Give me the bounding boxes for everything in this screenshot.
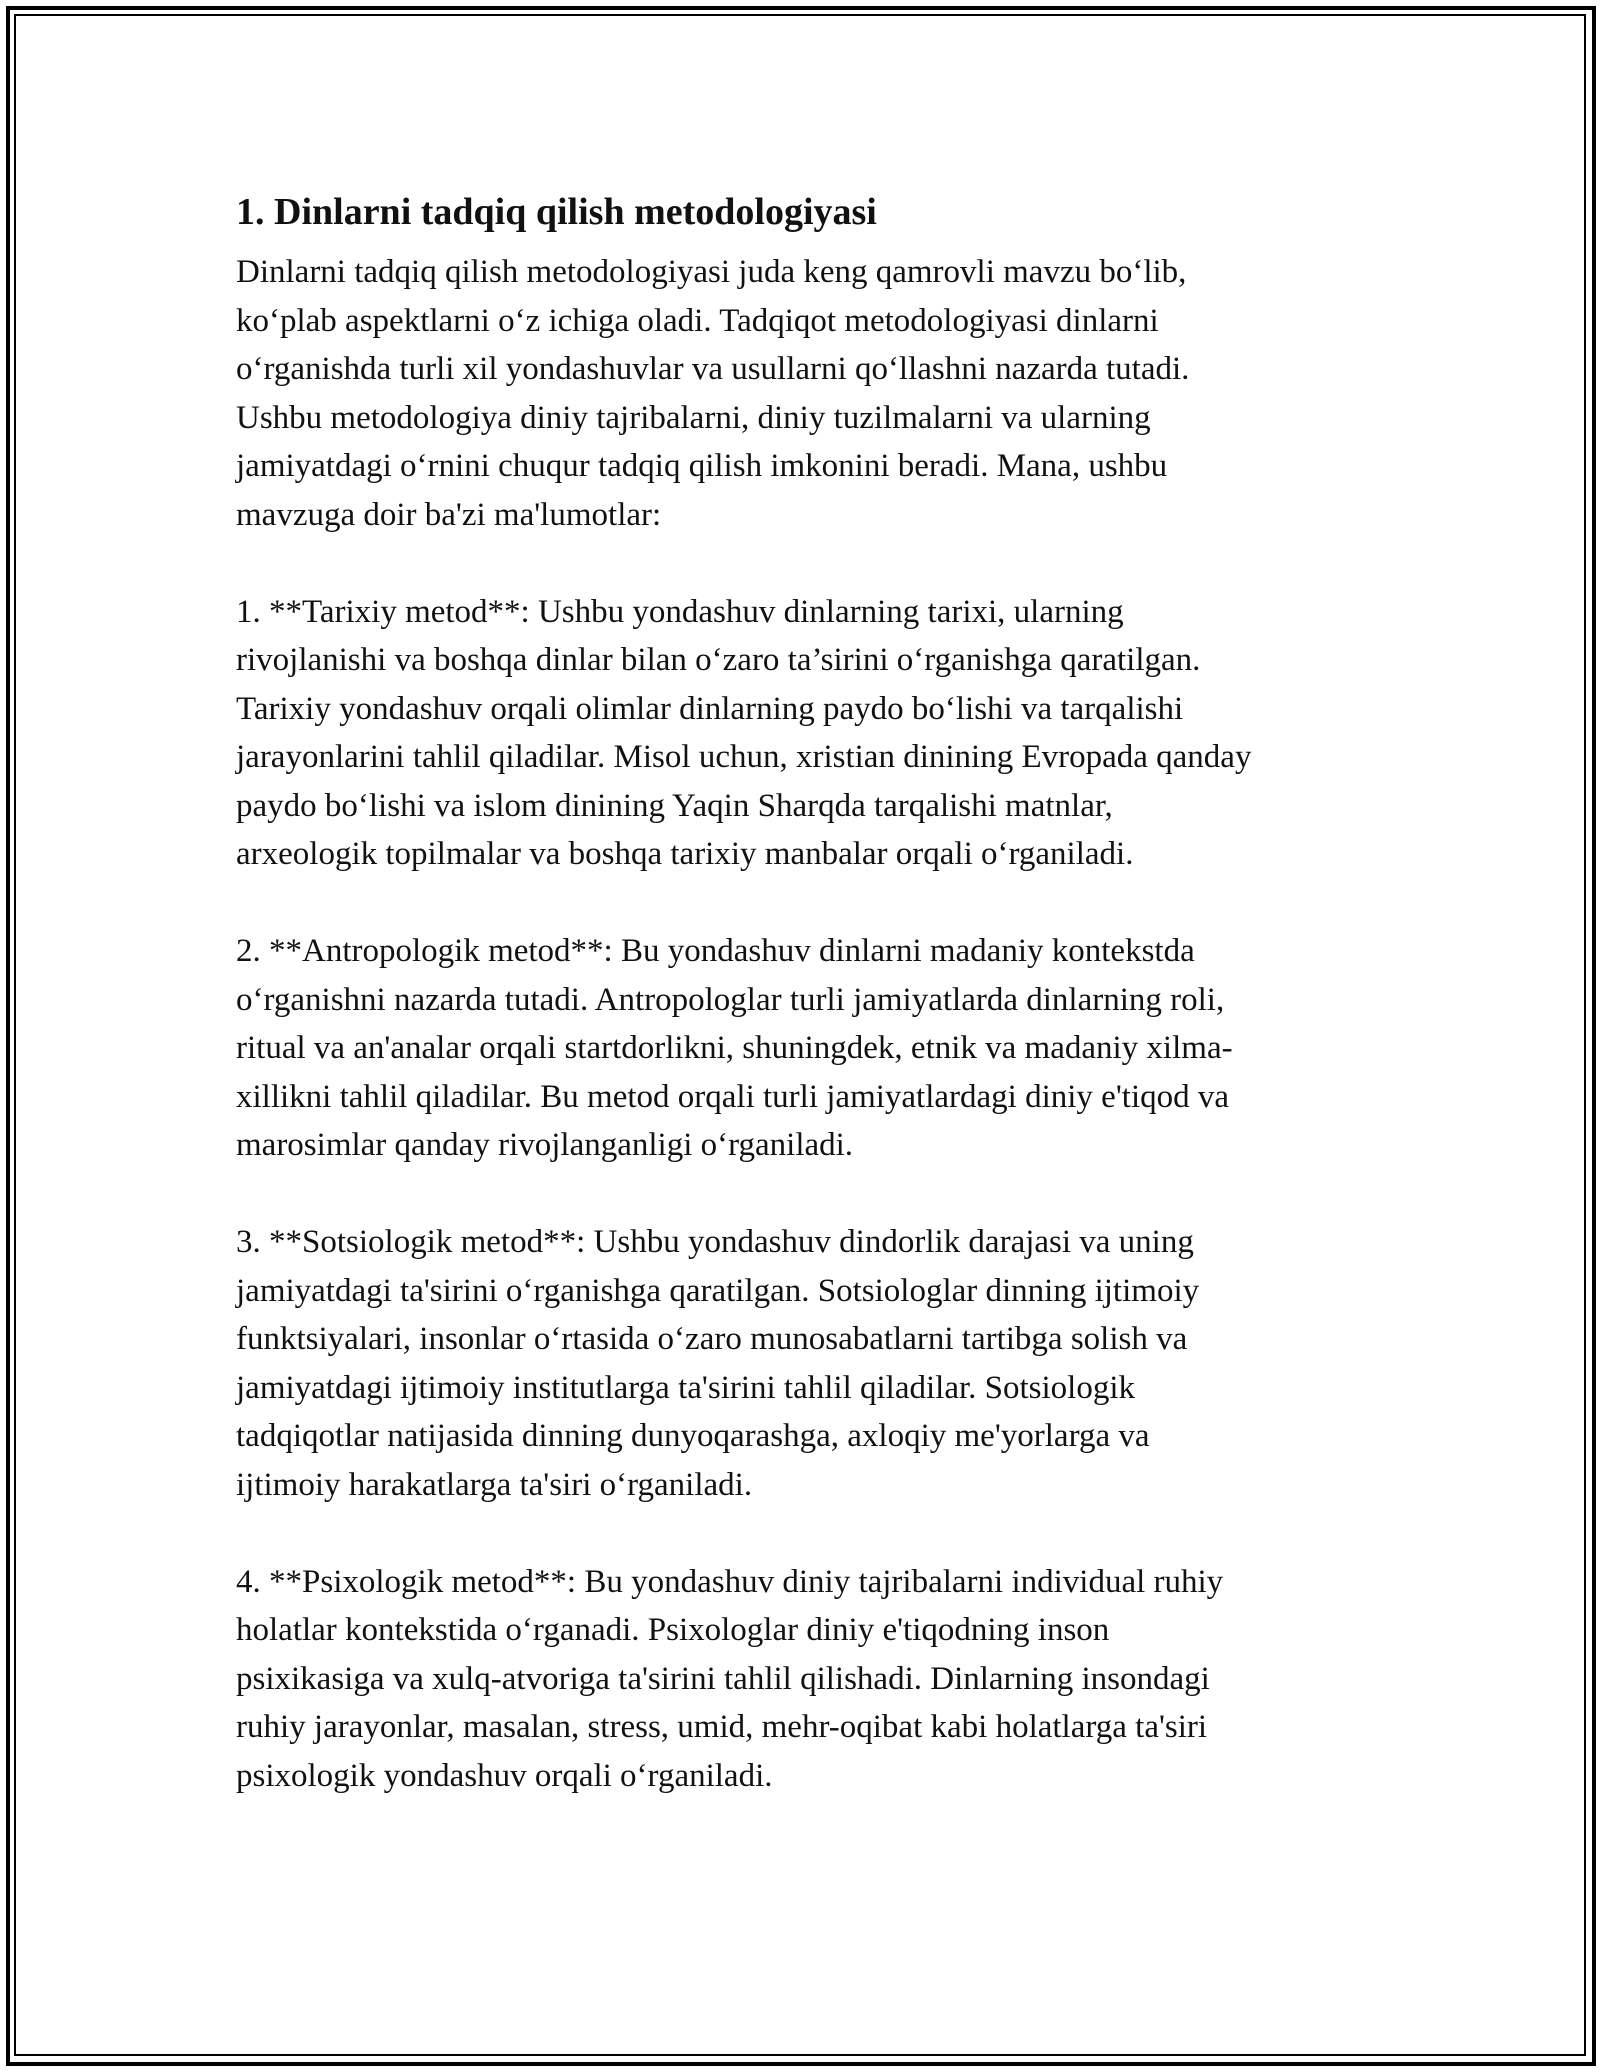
paragraph-line: funktsiyalari, insonlar o‘rtasida o‘zaro munosabatlarni tartibga solish va: [236, 1321, 1188, 1357]
paragraph-line: psixologik yondashuv orqali o‘rganiladi.: [236, 1757, 773, 1794]
paragraph-historical-method: [236, 588, 1376, 879]
paragraph-spacer: [236, 879, 1376, 928]
paragraph-line: 4. **Psixologik metod**: Bu yondashuv diniy tajribalarni individual ruhiy: [236, 1563, 1224, 1600]
paragraph-line: ko‘plab aspektlarni o‘z ichiga oladi. Tadqiqot metodologiyasi dinlarni: [236, 302, 1159, 339]
paragraph-line: tadqiqotlar natijasida dinning dunyoqarashga, axloqiy me'yorlarga va: [236, 1418, 1150, 1454]
paragraph-line: arxeologik topilmalar va boshqa tarixiy manbalar orqali o‘rganiladi.: [236, 836, 1134, 872]
paragraph-line: holatlar kontekstida o‘rganadi. Psixologlar diniy e'tiqodning inson: [236, 1612, 1110, 1648]
paragraph-line: ijtimoiy harakatlarga ta'siri o‘rganiladi.: [236, 1466, 753, 1503]
paragraph-line: jarayonlarini tahlil qiladilar. Misol uchun, xristian dinining Evropada qanday: [236, 739, 1252, 775]
paragraph-line: ritual va an'analar orqali startdorlikni, shuningdek, etnik va madaniy xilma-: [236, 1030, 1233, 1066]
document-title: 1. Dinlarni tadqiq qilish metodologiyasi: [236, 191, 877, 233]
paragraph-line: 1. **Tarixiy metod**: Ushbu yondashuv dinlarning tarixi, ularning: [236, 593, 1124, 630]
paragraph-line: 3. **Sotsiologik metod**: Ushbu yondashuv dindorlik darajasi va uning: [236, 1224, 1194, 1260]
paragraph-spacer: [236, 1509, 1376, 1558]
paragraph-line: Tarixiy yondashuv orqali olimlar dinlarning paydo bo‘lishi va tarqalishi: [236, 690, 1184, 727]
document-body: [236, 180, 1376, 1800]
paragraph-anthropological-method: [236, 927, 1376, 1170]
paragraph-line: jamiyatdagi o‘rnini chuqur tadqiq qilish imkonini beradi. Mana, ushbu: [236, 448, 1168, 484]
paragraph-line: ruhiy jarayonlar, masalan, stress, umid, mehr-oqibat kabi holatlarga ta'siri: [236, 1709, 1208, 1745]
paragraph-line: psixikasiga va xulq-atvoriga ta'sirini tahlil qilishadi. Dinlarning insondagi: [236, 1660, 1210, 1697]
paragraph-sociological-method: [236, 1218, 1376, 1509]
paragraph-line: marosimlar qanday rivojlanganligi o‘rganiladi.: [236, 1127, 854, 1163]
paragraph-spacer: [236, 539, 1376, 588]
paragraph-line: Ushbu metodologiya diniy tajribalarni, diniy tuzilmalarni va ularning: [236, 399, 1151, 436]
paragraph-line: 2. **Antropologik metod**: Bu yondashuv dinlarni madaniy kontekstda: [236, 933, 1195, 969]
paragraph-line: xillikni tahlil qiladilar. Bu metod orqali turli jamiyatlardagi diniy e'tiqod va: [236, 1078, 1230, 1115]
paragraph-line: paydo bo‘lishi va islom dinining Yaqin Sharqda tarqalishi matnlar,: [236, 787, 1113, 824]
paragraph-line: o‘rganishda turli xil yondashuvlar va usullarni qo‘llashni nazarda tutadi.: [236, 351, 1190, 387]
paragraph-line: mavzuga doir ba'zi ma'lumotlar:: [236, 496, 662, 533]
paragraph-line: jamiyatdagi ijtimoiy institutlarga ta'sirini tahlil qiladilar. Sotsiologik: [236, 1369, 1136, 1406]
paragraph-intro: [236, 248, 1376, 539]
paragraph-line: Dinlarni tadqiq qilish metodologiyasi juda keng qamrovli mavzu bo‘lib,: [236, 254, 1187, 290]
paragraph-spacer: [236, 1170, 1376, 1219]
paragraph-line: rivojlanishi va boshqa dinlar bilan o‘zaro ta’sirini o‘rganishga qaratilgan.: [236, 642, 1201, 678]
paragraph-psychological-method: [236, 1558, 1376, 1801]
paragraph-line: jamiyatdagi ta'sirini o‘rganishga qaratilgan. Sotsiologlar dinning ijtimoiy: [236, 1272, 1200, 1309]
paragraph-line: o‘rganishni nazarda tutadi. Antropologlar turli jamiyatlarda dinlarning roli,: [236, 981, 1225, 1018]
